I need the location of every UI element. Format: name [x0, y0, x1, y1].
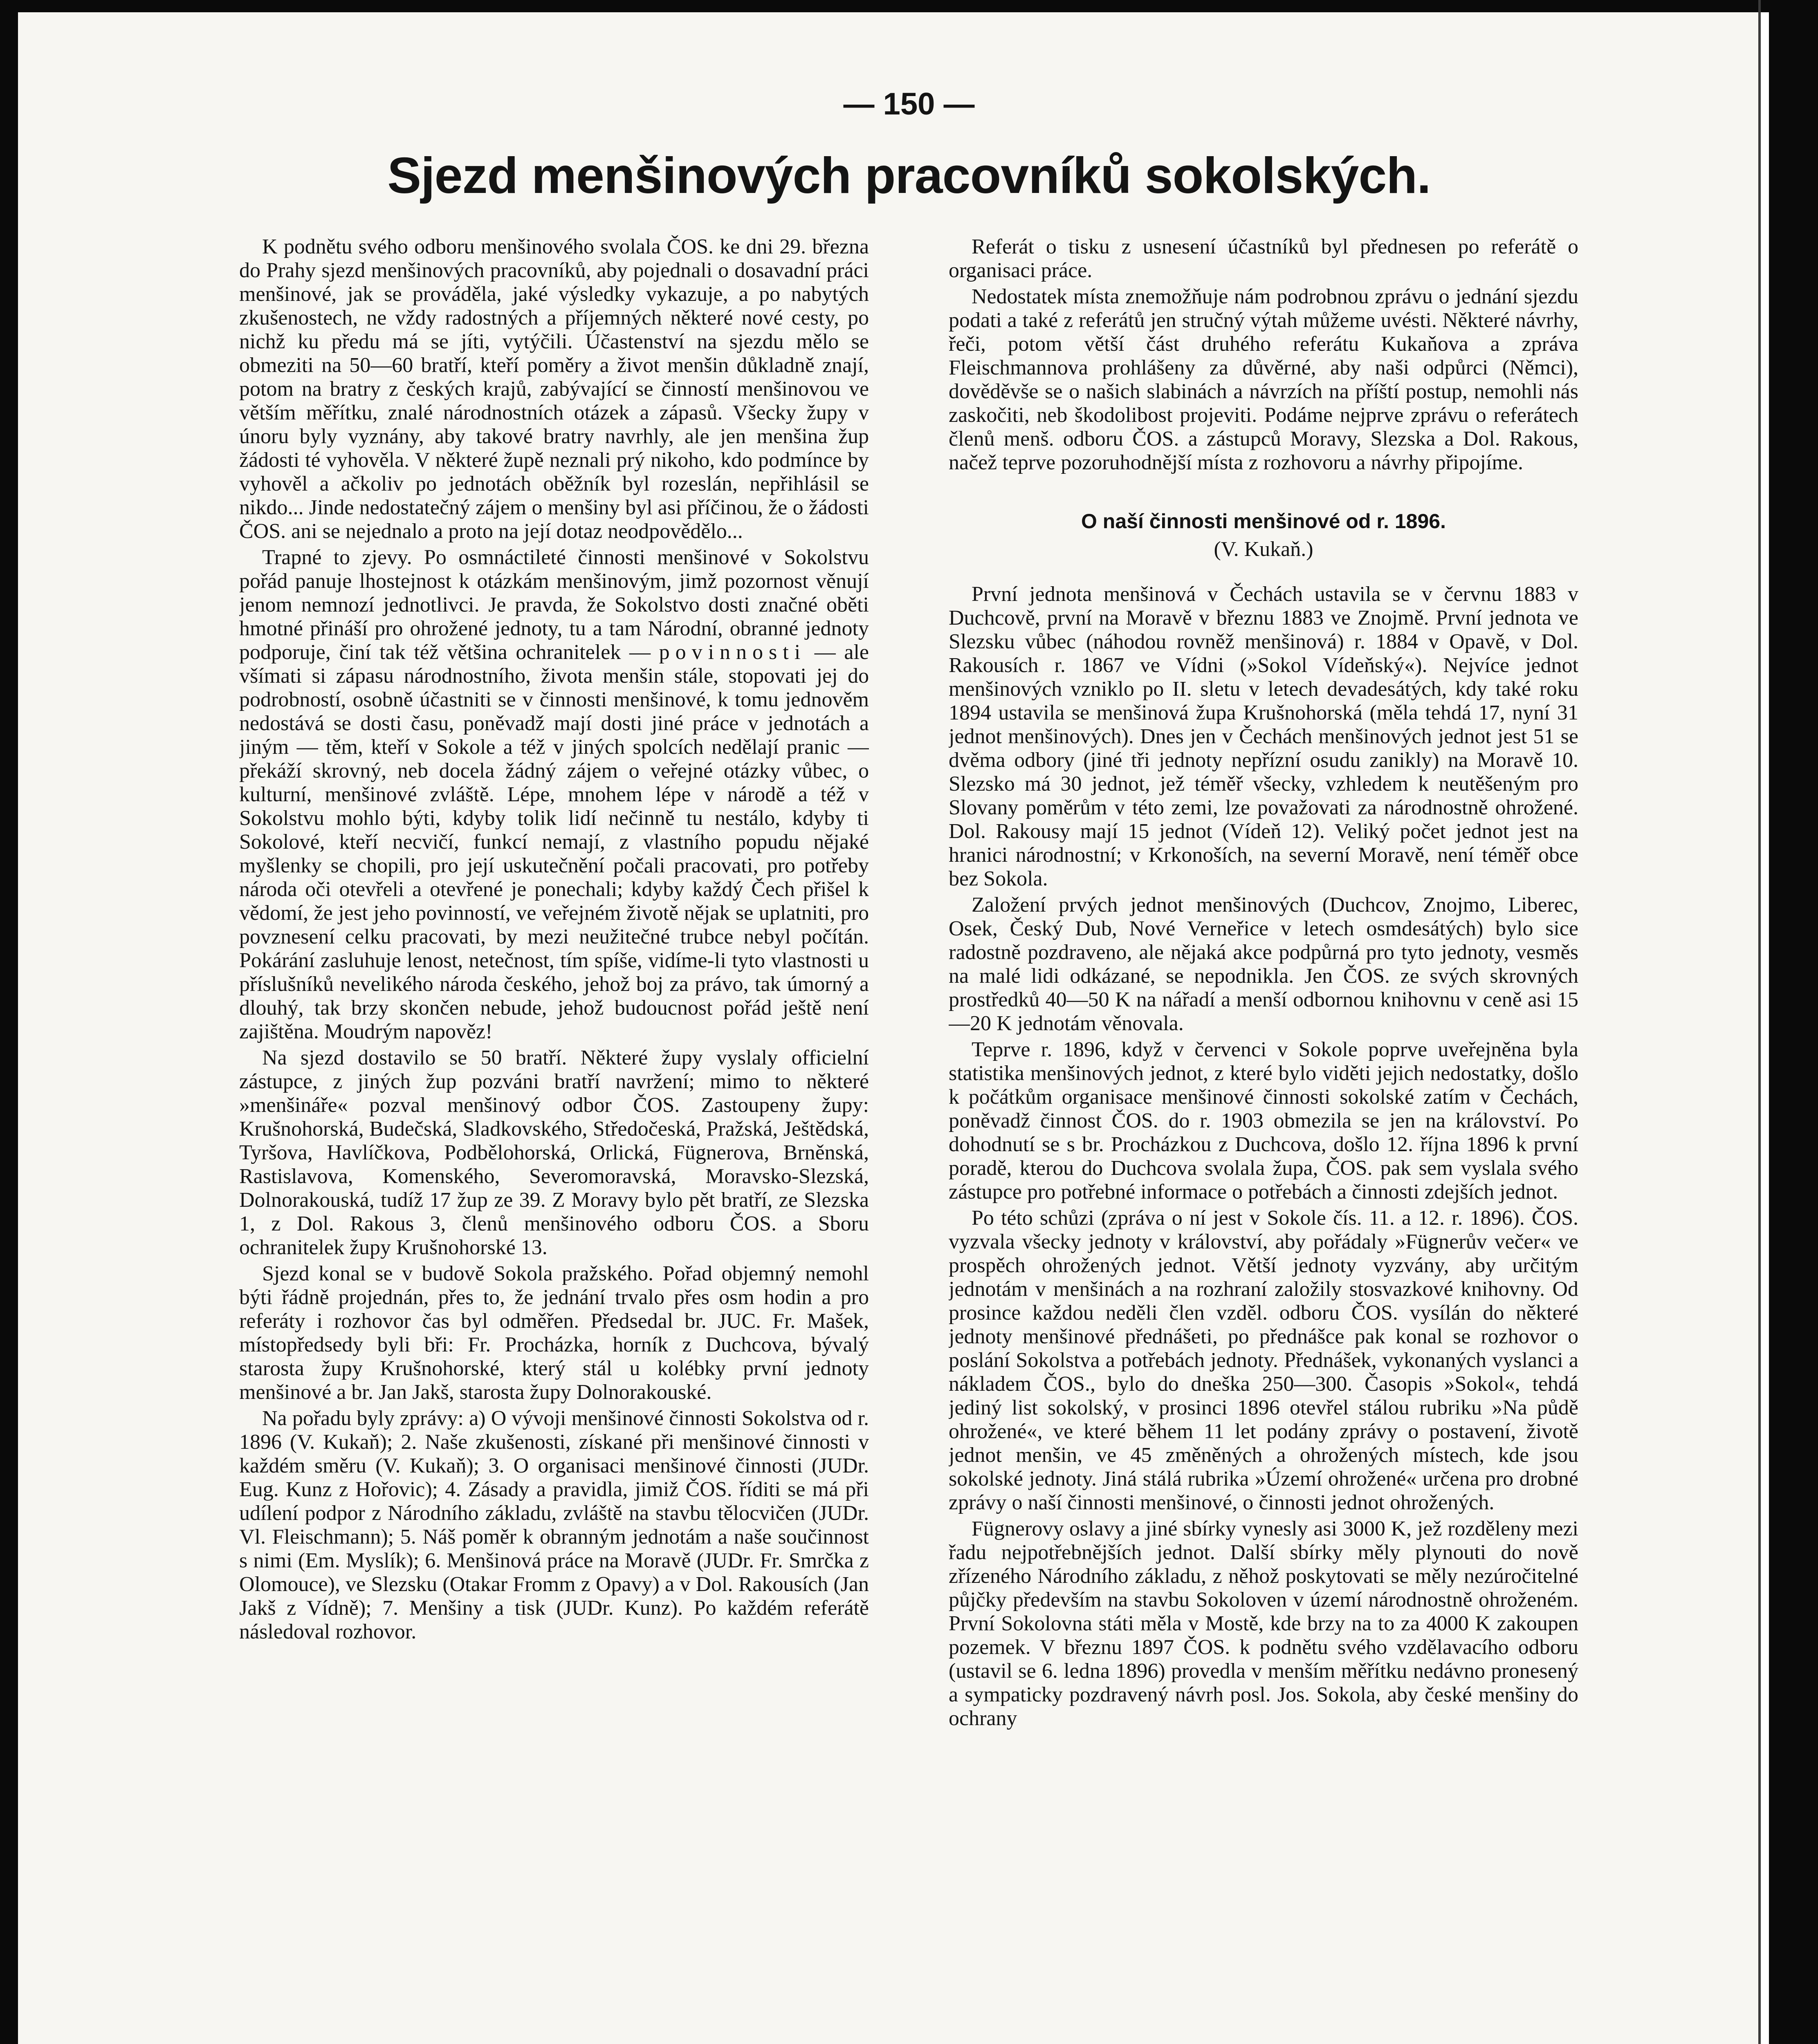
paragraph: Fügnerovy oslavy a jiné sbírky vynesly asi 3000 K, jež rozděleny mezi řadu nejpotřebnějších jednot. Další sbírky měly plynouti do nově zřízeného Národního základu, z něhož poskytovati se měly nezúročitelné půjčky především na stavbu Sokoloven v území národnostně ohroženém. První Sokolovna státi měla v Mostě, kde brzy na to za 4000 K zakoupen pozemek. V březnu 1897 ČOS. k podnětu svého vzdělavacího odboru (ustavil se 6. ledna 1896) provedla v menším měřítku nedávno pronesený a sympaticky pozdravený návrh posl. Jos. Sokola, aby české menšiny do ochrany: [949, 1517, 1578, 1730]
paragraph-text: — ale všímati si zápasu národnostního, života menšin stále, stopovati jej do podrobností, osobně účastniti se v činnosti menšinové, k tomu jednověm nedostává se dosti času, poněvadž mají dosti jiné práce v jednotách a jiným — těm, kteří v Sokole a též v jiných spolcích nedělají pranic — překáží skrovný, neb docela žádný zájem o veřejné otázky vůbec, o kulturní, menšinové zvláště. Lépe, mnohem lépe v národě a též v Sokolstvu mohlo býti, kdyby tolik lidí nečinně tu nestálo, kdyby ti Sokolové, kteří necvičí, funkcí nemají, z vlastního popudu nějaké myšlenky se chopili, pro její uskutečnění počali pracovati, pro potřeby národa oči otevřeli a otevřené je ponechali; kdyby každý Čech přišel k vědomí, že jest jeho povinností, ve veřejném životě nějak se uplatniti, pro povznesení celku pracovati, by mezi neužitečné trubce nebyl počítán. Pokárání zasluhuje lenost, netečnost, tím spíše, vidíme-li tyto vlastnosti u příslušníků nevelikého národa českého, jehož boj za právo, tak úmorný a dlouhý, tak brzy skončen nebude, jehož budoucnost pořád ještě není zajištěna. Moudrým napověz!: [239, 641, 869, 1043]
scan-border-left: [0, 0, 18, 2044]
emphasized-word: povinnosti: [659, 641, 806, 664]
scan-border-right: [1769, 0, 1818, 2044]
paragraph: K podnětu svého odboru menšinového svolala ČOS. ke dni 29. března do Prahy sjezd menšinových pracovníků, aby pojednali o dosavadní práci menšinové, jak se prováděla, jaké výsledky vykazuje, a po nabytých zkušenostech, ne vždy radostných a příjemných některé nové cesty, po nichž ku předu má se jíti, vytýčili. Účastenství na sjezdu mělo se obmeziti na 50—60 bratří, kteří poměry a život menšin důkladně znají, potom na bratry z českých krajů, zabývající se činností menšinovou ve větším měřítku, znalé národnostních otázek a zápasů. Všecky župy v únoru byly vyznány, aby takové bratry navrhly, ale jen menšina žup žádosti té vyhověla. V některé župě neznali prý nikoho, kdo podmínce by vyhověl a ačkoliv po jednotách oběžník byl rozeslán, nepřihlásil se nikdo... Jinde nedostatečný zájem o menšiny byl asi příčinou, že o žádosti ČOS. ani se nejednalo a proto na její dotaz neodpovědělo...: [239, 235, 869, 543]
paragraph: Na sjezd dostavilo se 50 bratří. Některé župy vyslaly officielní zástupce, z jiných žup pozváni bratří navržení; mimo to některé »menšináře« pozval menšinový odbor ČOS. Zastoupeny župy: Krušnohorská, Budečská, Sladkovského, Středočeská, Pražská, Ještědská, Tyršova, Havlíčkova, Podbělohorská, Orlická, Fügnerova, Brněnská, Rastislavova, Komenského, Severomoravská, Moravsko-Slezská, Dolnorakouská, tudíž 17 žup ze 39. Z Moravy bylo pět bratří, ze Slezska 1, z Dol. Rakous 3, členů menšinového odboru ČOS. a Sboru ochranitelek župy Krušnohorské 13.: [239, 1046, 869, 1259]
section-author: (V. Kukaň.): [1214, 538, 1313, 561]
page-number: — 150 —: [843, 87, 975, 121]
paragraph: [239, 546, 869, 1044]
paragraph: Teprve r. 1896, když v červenci v Sokole poprve uveřejněna byla statistika menšinových jednot, z které bylo viděti jejich nedostatky, došlo k počátkům organisace menšinové činnosti sokolské zatím v Čechách, poněvadž činnost ČOS. do r. 1903 obmezila se jen na království. Po dohodnutí se s br. Procházkou z Duchcova, došlo 12. října 1896 k první poradě, kterou do Duchcova svolala župa, ČOS. pak sem vyslala svého zástupce pro potřebné informace o potřebách a činnosti zdejších jednot.: [949, 1038, 1578, 1204]
paragraph: Referát o tisku z usnesení účastníků byl přednesen po referátě o organisaci práce.: [949, 235, 1578, 282]
right-column: [949, 235, 1578, 2044]
article-title: Sjezd menšinových pracovníků sokolských.: [387, 148, 1431, 204]
paragraph: Nedostatek místa znemožňuje nám podrobnou zprávu o jednání sjezdu podati a také z referátů jen stručný výtah můžeme uvésti. Některé návrhy, řeči, potom větší část druhého referátu Kukaňova a zpráva Fleischmannova prohlášeny za důvěrné, aby naši odpůrci (Němci), dověděvše se o našich slabinách a návrzích na příští postup, nemohli nás zaskočiti, neb škodolibost projeviti. Podáme nejprve zprávu o referátech členů menš. odboru ČOS. a zástupců Moravy, Slezska a Dol. Rakous, načež teprve pozoruhodnější místa z rozhovoru a návrhy připojíme.: [949, 285, 1578, 474]
paragraph: První jednota menšinová v Čechách ustavila se v červnu 1883 v Duchcově, první na Moravě v březnu 1883 ve Znojmě. První jednota ve Slezsku vůbec (náhodou rovněž menšinová) r. 1884 v Opavě, v Dol. Rakousích r. 1867 ve Vídni (»Sokol Vídeňský«). Nejvíce jednot menšinových vzniklo po II. sletu v letech devadesátých, kdy také roku 1894 ustavila se menšinová župa Krušnohorská (měla tehdá 17, nyní 31 jednot menšinových). Dnes jen v Čechách menšinových jednot jest 51 se dvěma odbory (jiné tři jednoty nepřízní osudu zanikly) na Moravě 10. Slezsko má 30 jednot, jež téměř všecky, vzhledem k neutěšeným pro Slovany poměrům v této zemi, lze považovati za národnostně ohrožené. Dol. Rakousy mají 15 jednot (Vídeň 12). Veliký počet jednot jest na hranici národnostní; v Krkonoších, na severní Moravě, není téměř obce bez Sokola.: [949, 583, 1578, 890]
scan-border-inner-line: [1758, 0, 1761, 2044]
section-heading: O naší činnosti menšinové od r. 1896.: [1081, 510, 1446, 533]
scan-border-top: [0, 0, 1818, 12]
paragraph: Sjezd konal se v budově Sokola pražského. Pořad objemný nemohl býti řádně projednán, přes to, že jednání trvalo přes osm hodin a pro referáty i rozhovor čas byl odměřen. Předsedal br. JUC. Fr. Mašek, místopředsedy byli bři: Fr. Procházka, horník z Duchcova, bývalý starosta župy Krušnohorské, který stál u kolébky první jednoty menšinové a br. Jan Jakš, starosta župy Dolnorakouské.: [239, 1262, 869, 1404]
paragraph-text: Trapné to zjevy. Po osmnáctileté činnosti menšinové v Sokolstvu pořád panuje lhostejnost k otázkám menšinovým, jimž pozornost věnují jenom nemnozí jednotlivci. Je pravda, že Sokolstvo dosti značné oběti hmotné přináší pro ohrožené jednoty, tu a tam Národní, obranné jednoty podporuje, činí tak též většina ochranitelek —: [239, 546, 869, 664]
paragraph: Založení prvých jednot menšinových (Duchcov, Znojmo, Liberec, Osek, Český Dub, Nové Verneřice v letech osmdesátých) bylo sice radostně pozdraveno, ale nějaká akce podpůrná pro tyto jednoty, vesměs na malé lidi odkázané, se nepodnikla. Jen ČOS. ze svých skrovných prostředků 40—50 K na nářadí a menší odbornou knihovnu v ceně asi 15—20 K jednotám věnovala.: [949, 893, 1578, 1035]
paragraph: Na pořadu byly zprávy: a) O vývoji menšinové činnosti Sokolstva od r. 1896 (V. Kukaň); 2. Naše zkušenosti, získané při menšinové činnosti v každém směru (V. Kukaň); 3. O organisaci menšinové činnosti (JUDr. Eug. Kunz z Hořovic); 4. Zásady a pravidla, jimiž ČOS. říditi se má při udílení podpor z Národního základu, zvláště na stavbu tělocvičen (JUDr. Vl. Fleischmann); 5. Náš poměr k obranným jednotám a naše součinnost s nimi (Em. Myslík); 6. Menšinová práce na Moravě (JUDr. Fr. Smrčka z Olomouce), ve Slezsku (Otakar Fromm z Opavy) a v Dol. Rakousích (Jan Jakš z Vídně); 7. Menšiny a tisk (JUDr. Kunz). Po každém referátě následoval rozhovor.: [239, 1407, 869, 1643]
paragraph: Po této schůzi (zpráva o ní jest v Sokole čís. 11. a 12. r. 1896). ČOS. vyzvala všecky jednoty v království, aby pořádaly »Fügnerův večer« ve prospěch ohrožených jednot. Větší jednoty vyzvány, aby určitým jednotám v menšinách a na rozhraní založily stosvazkové knihovny. Od prosince každou neděli člen vzděl. odboru ČOS. vysílán do některé jednoty menšinové přednášeti, po přednášce pak konal se rozhovor o poslání Sokolstva a potřebách jednoty. Přednášek, vykonaných vyslanci a nákladem ČOS., bylo do dneška 250—300. Časopis »Sokol«, tehdá jediný list sokolský, v prosinci 1896 otevřel stálou rubriku »Na půdě ohrožené«, ve které během 11 let podány zprávy o postavení, životě jednot menšin, ve 45 změněných a ohrožených místech, kde jsou sokolské jednoty. Jiná stálá rubrika »Území ohrožené« určena pro drobné zprávy o naší činnosti menšinové, o činnosti jednot ohrožených.: [949, 1206, 1578, 1514]
left-column: [239, 235, 869, 2044]
